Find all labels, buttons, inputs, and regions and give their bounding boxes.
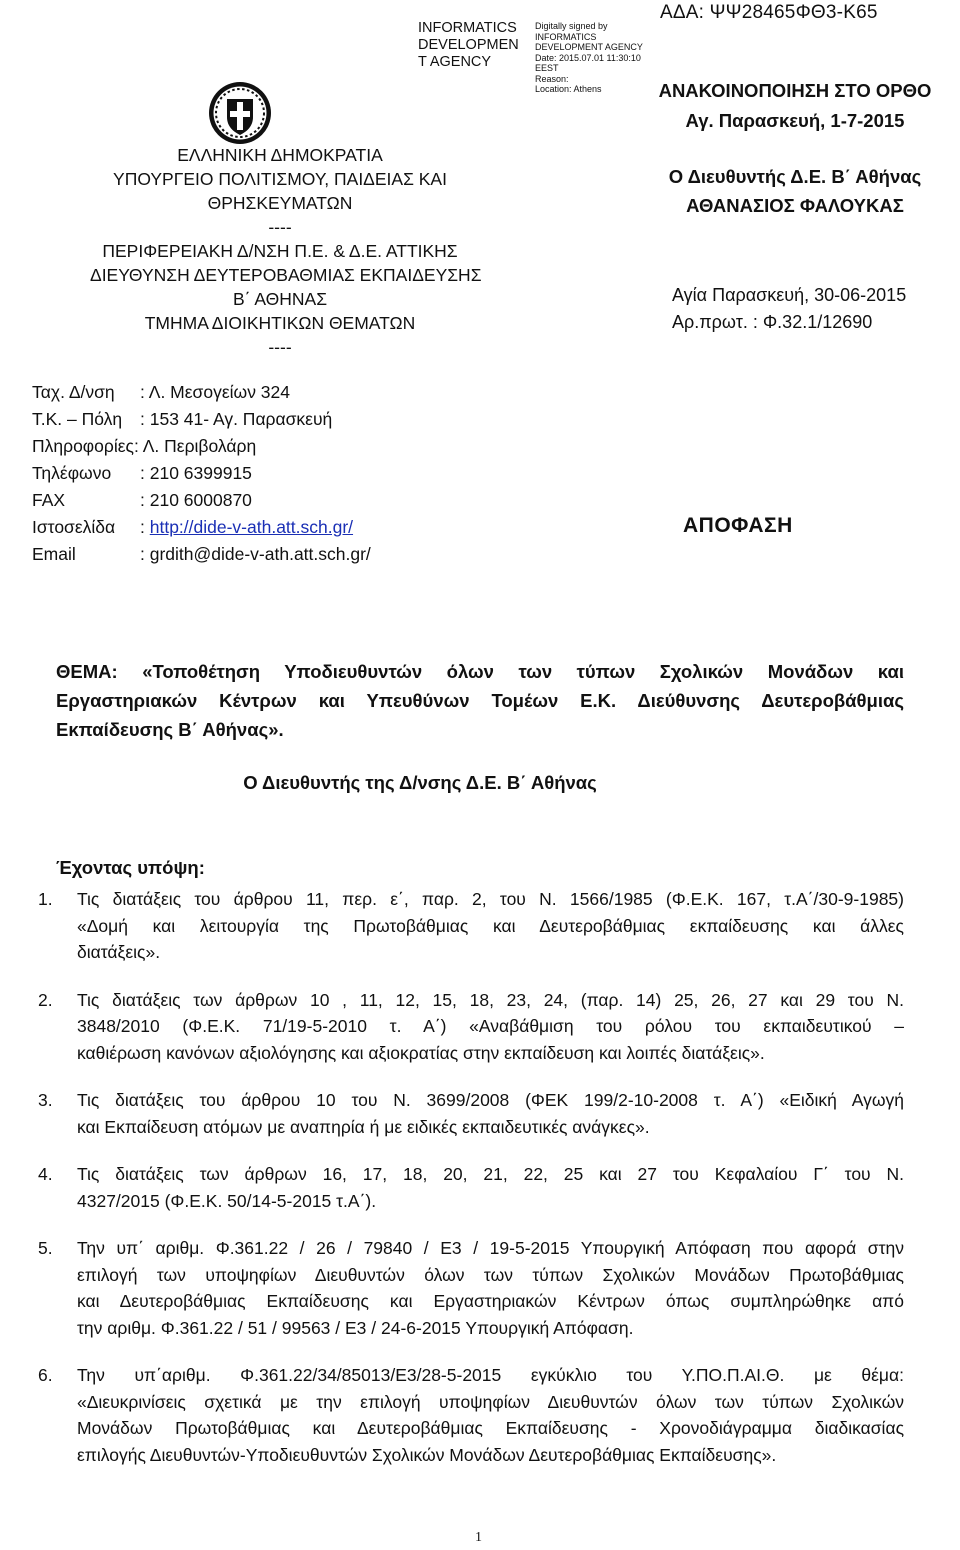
signature-detail-line: EEST <box>535 63 559 73</box>
item-number: 4. <box>38 1164 53 1184</box>
considerations-list <box>38 886 904 1468</box>
contact-row <box>32 487 472 514</box>
republication-director-title: Ο Διευθυντής Δ.Ε. Β΄ Αθήνας <box>668 166 922 187</box>
protocol-number: Αρ.πρωτ. : Φ.32.1/12690 <box>672 312 873 332</box>
issuer-line: ΔΙΕΥΘΥΝΣΗ ΔΕΥΤΕΡΟΒΑΘΜΙΑΣ ΕΚΠΑΙΔΕΥΣΗΣ <box>90 265 482 285</box>
website-prefix: : <box>140 517 150 537</box>
page-number: 1 <box>475 1530 482 1545</box>
contact-row <box>32 379 472 406</box>
greek-emblem-icon <box>207 80 273 146</box>
issuer-line: ---- <box>268 337 292 357</box>
republication-director-name: ΑΘΑΝΑΣΙΟΣ ΦΑΛΟΥΚΑΣ <box>686 195 904 216</box>
issuer-line: ΠΕΡΙΦΕΡΕΙΑΚΗ Δ/ΝΣΗ Π.Ε. & Δ.Ε. ΑΤΤΙΚΗΣ <box>102 241 458 261</box>
contact-row <box>32 514 472 541</box>
item-number: 6. <box>38 1365 53 1385</box>
contact-label: Πληροφορίες: Λ. Περιβολάρη <box>32 436 257 456</box>
republication-date: Αγ. Παρασκευή, 1-7-2015 <box>685 110 905 131</box>
item-line: Τις διατάξεις του άρθρου 10 του Ν. 3699/2008 (ΦΕΚ 199/2-10-2008 τ. Α΄) «Ειδική Αγωγή <box>77 1090 904 1110</box>
list-item <box>38 1235 904 1341</box>
issuer-line: ΤΜΗΜΑ ΔΙΟΙΚΗΤΙΚΩΝ ΘΕΜΑΤΩΝ <box>144 313 416 333</box>
item-number: 1. <box>38 889 53 909</box>
ada-code: ΑΔΑ: ΨΨ28465ΦΘ3-Κ65 <box>660 2 878 23</box>
signer-line: INFORMATICS <box>418 20 517 36</box>
issuer-line: ΥΠΟΥΡΓΕΙΟ ΠΟΛΙΤΙΣΜΟΥ, ΠΑΙΔΕΙΑΣ ΚΑΙ <box>113 169 447 189</box>
item-line: 3848/2010 (Φ.Ε.Κ. 71/19-5-2010 τ. Α΄) «Αναβάθμιση του ρόλου του εκπαιδευτικού – <box>77 1016 904 1036</box>
item-line: την αριθμ. Φ.361.22 / 51 / 99563 / Ε3 / 24-6-2015 Υπουργική Απόφαση. <box>77 1317 634 1338</box>
decision-label: ΑΠΟΦΑΣΗ <box>683 514 793 537</box>
signer-line: DEVELOPMEN <box>418 37 519 53</box>
subject-line: Εργαστηριακών Κέντρων και Υπευθύνων Τομέων Ε.Κ. Διεύθυνσης Δευτεροβάθμιας <box>56 690 904 711</box>
issuer-line: ΘΡΗΣΚΕΥΜΑΤΩΝ <box>207 193 353 213</box>
signature-detail-line: Date: 2015.07.01 11:30:10 <box>535 52 641 63</box>
signer-line: T AGENCY <box>418 54 492 70</box>
signature-signer <box>418 20 530 71</box>
signature-detail-line: Digitally signed by <box>535 21 608 31</box>
contact-row <box>32 433 472 460</box>
contact-label: Ιστοσελίδα <box>32 517 116 537</box>
list-item <box>38 1161 904 1214</box>
list-item <box>38 1087 904 1140</box>
contact-row <box>32 460 472 487</box>
item-line: επιλογή των υποψηφίων Διευθυντών όλων των τύπων Σχολικών Μονάδων Πρωτοβάθμιας <box>77 1264 904 1285</box>
item-number: 3. <box>38 1090 53 1110</box>
item-line: Την υπ΄αριθμ. Φ.361.22/34/85013/Ε3/28-5-2015 εγκύκλιο του Υ.ΠΟ.Π.ΑΙ.Θ. με θέμα: <box>77 1365 904 1385</box>
contact-value: : Λ. Μεσογείων 324 <box>140 382 290 402</box>
subject <box>56 657 904 744</box>
contact-value: : 210 6000870 <box>140 490 252 510</box>
list-item <box>38 886 904 966</box>
contact-label: Τηλέφωνο <box>32 463 112 483</box>
signature-detail-line: Reason: <box>535 73 569 84</box>
issuer-line: ΕΛΛΗΝΙΚΗ ΔΗΜΟΚΡΑΤΙΑ <box>177 145 383 165</box>
item-line: διατάξεις». <box>77 942 161 962</box>
contact-value: : 210 6399915 <box>140 463 252 483</box>
contact-label: FAX <box>32 490 66 510</box>
republication-title: ΑΝΑΚΟΙΝΟΠΟΙΗΣΗ ΣΤΟ ΟΡΘΟ <box>658 80 932 101</box>
director-heading: Ο Διευθυντής της Δ/νσης Δ.Ε. Β΄ Αθήνας <box>243 772 597 793</box>
item-line: Τις διατάξεις του άρθρου 11, περ. ε΄, παρ. 2, του Ν. 1566/1985 (Φ.Ε.Κ. 167, τ.Α΄/30-9-1985) <box>77 889 904 909</box>
signature-detail-line: INFORMATICS <box>535 31 597 42</box>
contact-block <box>32 379 472 568</box>
item-line: «Δομή και λειτουργία της Πρωτοβάθμιας και Δευτεροβάθμιας εκπαίδευσης και άλλες <box>77 915 904 936</box>
signature-detail-line: Location: Athens <box>535 84 602 94</box>
item-line: Μονάδων Πρωτοβάθμιας και Δευτεροβάθμιας Εκπαίδευσης - Χρονοδιάγραμμα διαδικασίας <box>77 1418 904 1438</box>
issuer-line: ---- <box>268 217 292 237</box>
place-date: Αγία Παρασκευή, 30-06-2015 <box>672 285 907 305</box>
item-line: καθιέρωση κανόνων αξιολόγησης και αξιοκρατίας στην εκπαίδευση και λοιπές διατάξεις». <box>77 1042 765 1063</box>
item-line: «Διευκρινίσεις σχετικά με την επιλογή υποψηφίων Διευθυντών όλων των τύπων Σχολικών <box>77 1391 904 1412</box>
issuer-line: Β΄ ΑΘΗΝΑΣ <box>232 289 328 309</box>
item-number: 5. <box>38 1238 53 1258</box>
item-line: και Δευτεροβάθμιας Εκπαίδευσης και Εργαστηριακών Κέντρων όπως συμπληρώθηκε από <box>77 1291 904 1311</box>
item-line: Τις διατάξεις των άρθρων 16, 17, 18, 20, 21, 22, 25 και 27 του Κεφαλαίου Γ΄ του Ν. <box>77 1164 904 1184</box>
issuer-header <box>90 143 482 359</box>
contact-value <box>140 514 353 541</box>
contact-label: Τ.Κ. – Πόλη <box>32 409 123 429</box>
contact-value: : grdith@dide-v-ath.att.sch.gr/ <box>140 544 371 564</box>
subject-line: ΘΕΜΑ: «Τοποθέτηση Υποδιευθυντών όλων των τύπων Σχολικών Μονάδων και <box>56 661 904 682</box>
contact-row <box>32 406 472 433</box>
signature-details <box>535 21 655 95</box>
signature-detail-line: DEVELOPMENT AGENCY <box>535 42 643 52</box>
contact-label: Email <box>32 544 76 564</box>
item-line: και Εκπαίδευση ατόμων με αναπηρία ή με ειδικές εκπαιδευτικές ανάγκες». <box>77 1116 650 1137</box>
list-item <box>38 1362 904 1468</box>
item-line: Τις διατάξεις των άρθρων 10 , 11, 12, 15, 18, 23, 24, (παρ. 14) 25, 26, 27 και 29 του Ν. <box>77 989 904 1010</box>
contact-value: : 153 41- Αγ. Παρασκευή <box>140 409 333 429</box>
contact-row <box>32 541 472 568</box>
website-link[interactable]: http://dide-v-ath.att.sch.gr/ <box>149 517 354 537</box>
subject-line: Εκπαίδευσης Β΄ Αθήνας». <box>56 719 284 740</box>
contact-label: Ταχ. Δ/νση <box>32 382 115 402</box>
item-line: επιλογής Διευθυντών-Υποδιευθυντών Σχολικών Μονάδων Δευτεροβάθμιας Εκπαίδευσης». <box>77 1444 777 1465</box>
item-number: 2. <box>38 989 53 1010</box>
list-item <box>38 987 904 1067</box>
item-line: Την υπ΄ αριθμ. Φ.361.22 / 26 / 79840 / Ε3 / 19-5-2015 Υπουργική Απόφαση που αφορά στην <box>77 1238 904 1258</box>
considering-label: Έχοντας υπόψη: <box>56 857 205 878</box>
item-line: 4327/2015 (Φ.Ε.Κ. 50/14-5-2015 τ.Α΄). <box>77 1190 377 1211</box>
